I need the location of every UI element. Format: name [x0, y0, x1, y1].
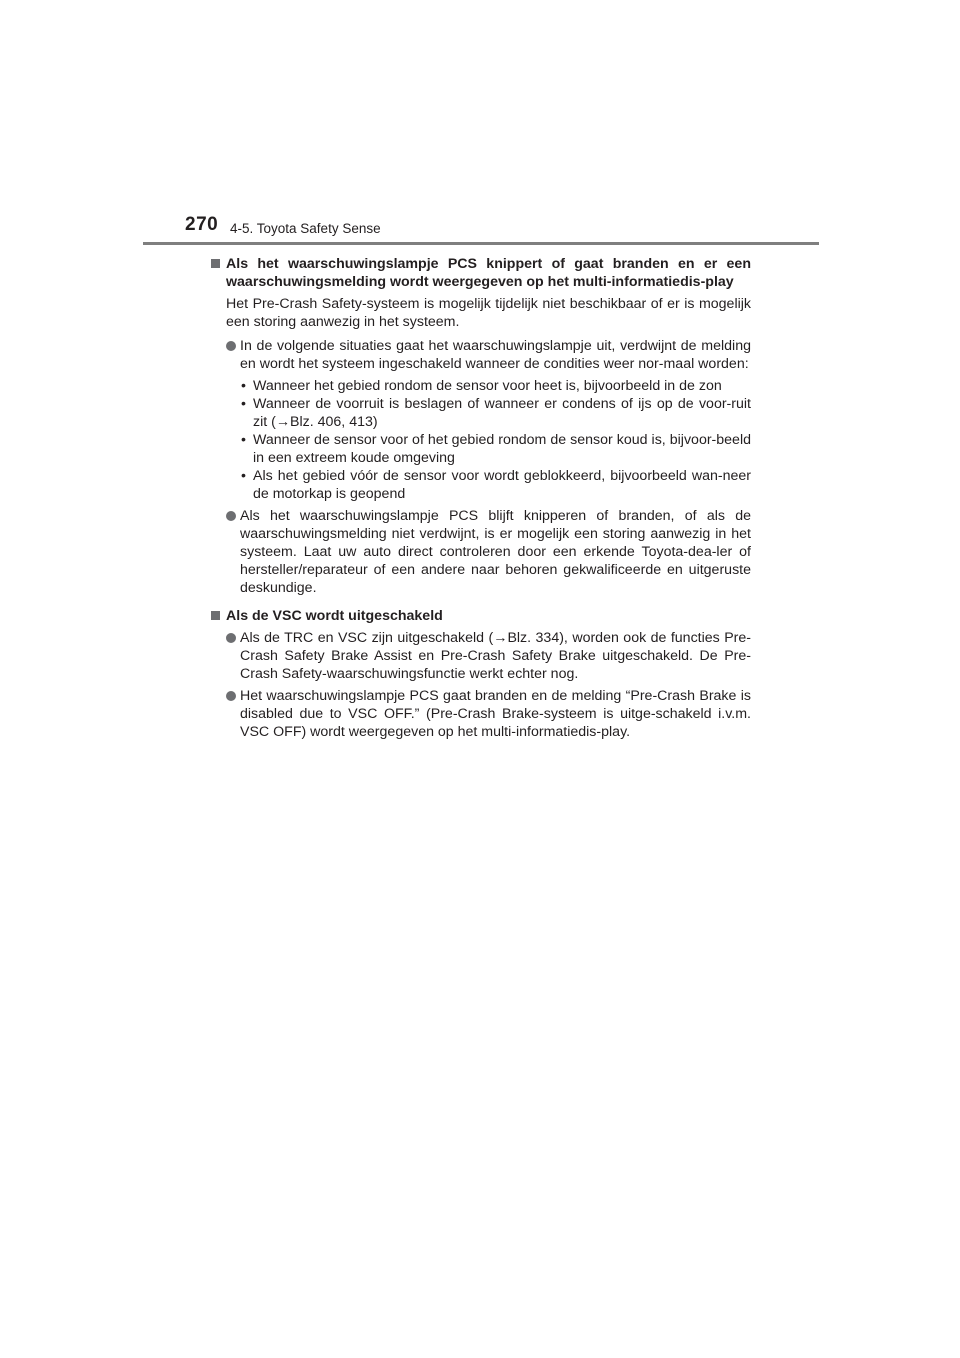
heading-text: Als de VSC wordt uitgeschakeld — [226, 608, 443, 624]
section-title: 4-5. Toyota Safety Sense — [230, 221, 381, 236]
section-heading-pcs-warning — [211, 255, 751, 291]
list-item — [211, 507, 751, 597]
heading-text: Als het waarschuwingslampje PCS knippert of gaat branden en er een waarschuwingsmelding wordt weergegeven op het multi-informatiedis-play — [226, 256, 751, 290]
sublist-item — [211, 431, 751, 467]
square-bullet-icon — [211, 259, 220, 268]
sublist-item-text: Wanneer de sensor voor of het gebied rondom de sensor koud is, bijvoor-beeld in een extreem koude omgeving — [253, 432, 751, 466]
sublist-item — [211, 377, 751, 395]
sub-bullet-marker: • — [241, 378, 246, 394]
bullet-text: Als het waarschuwingslampje PCS blijft knipperen of branden, of als de waarschuwingsmelding niet verdwijnt, is er mogelijk een storing aanwezig in het systeem. Laat uw auto direct controleren door een erkende Toyota-dea-ler of hersteller/reparateur of een andere naar behoren gekwalificeerde en uitgeruste deskundige. — [240, 508, 751, 596]
round-bullet-icon — [226, 691, 236, 701]
sub-bullet-marker: • — [241, 432, 246, 448]
condition-sublist — [211, 377, 751, 503]
sub-bullet-marker: • — [241, 468, 246, 484]
list-item — [211, 687, 751, 741]
square-bullet-icon — [211, 611, 220, 620]
sublist-item — [211, 395, 751, 431]
round-bullet-icon — [226, 633, 236, 643]
page-content — [211, 255, 751, 745]
round-bullet-icon — [226, 341, 236, 351]
bullet-text: In de volgende situaties gaat het waarschuwingslampje uit, verdwijnt de melding en wordt het systeem ingeschakeld wanneer de condities weer nor-maal worden: — [240, 338, 751, 372]
round-bullet-icon — [226, 511, 236, 521]
sub-bullet-marker: • — [241, 396, 246, 412]
bullet-text: Het waarschuwingslampje PCS gaat branden en de melding “Pre-Crash Brake is disabled due to VSC OFF.” (Pre-Crash Brake-systeem is uitge-schakeld i.v.m. VSC OFF) wordt weergegeven op het multi-informatiedis-play. — [240, 688, 751, 740]
header-divider — [143, 242, 819, 245]
section-heading-vsc-off — [211, 607, 751, 625]
page-number: 270 — [185, 214, 219, 235]
sublist-item-text: Wanneer het gebied rondom de sensor voor heet is, bijvoorbeeld in de zon — [253, 378, 722, 394]
sublist-item-text: Als het gebied vóór de sensor voor wordt geblokkeerd, bijvoorbeeld wan-neer de motorkap is geopend — [253, 468, 751, 502]
sublist-item-text: Wanneer de voorruit is beslagen of wanneer er condens of ijs op de voor-ruit zit (→Blz. 406, 413) — [253, 396, 751, 430]
list-item — [211, 337, 751, 373]
bullet-text: Als de TRC en VSC zijn uitgeschakeld (→Blz. 334), worden ook de functies Pre-Crash Safety Brake Assist en Pre-Crash Safety Brake uitgeschakeld. De Pre-Crash Safety-waarschuwingsfunctie werkt echter nog. — [240, 630, 751, 682]
intro-paragraph: Het Pre-Crash Safety-systeem is mogelijk tijdelijk niet beschikbaar of er is mogelijk een storing aanwezig in het systeem. — [226, 296, 751, 330]
sublist-item — [211, 467, 751, 503]
list-item — [211, 629, 751, 683]
